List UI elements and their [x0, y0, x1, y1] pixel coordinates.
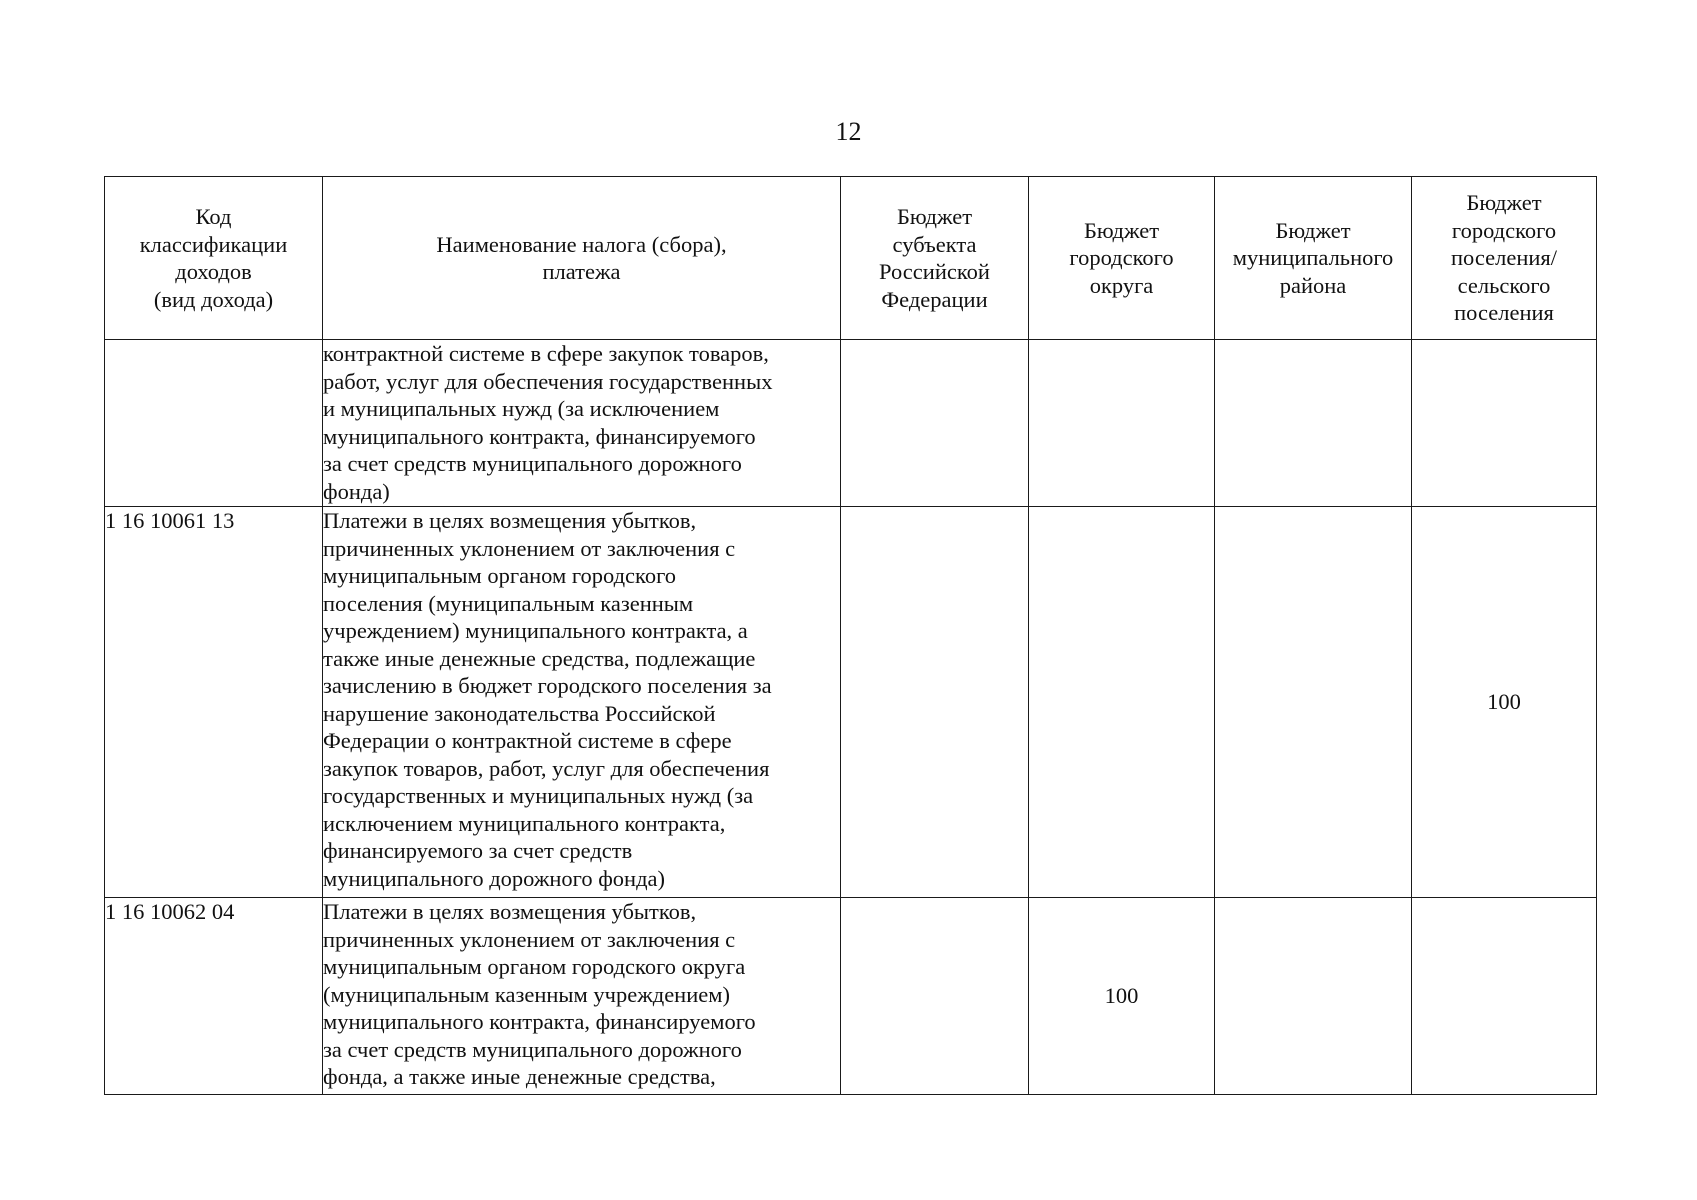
header-city-line: городского	[1069, 245, 1174, 271]
header-settlement-budget	[1412, 177, 1597, 340]
header-settlement-line: сельского	[1457, 272, 1551, 298]
header-settlement-line: Бюджет	[1466, 190, 1542, 216]
settlement-budget-cell	[1412, 898, 1597, 1095]
name-line: муниципальным органом городского	[323, 563, 676, 588]
name-line: муниципального дорожного фонда)	[323, 865, 666, 891]
name-line: фонда)	[323, 478, 390, 504]
header-settlement-line: городского	[1451, 217, 1557, 243]
name-line: работ, услуг для обеспечения государственных	[323, 368, 773, 394]
name-line: (муниципальным казенным учреждением)	[323, 981, 730, 1007]
header-subject-line: Российской	[879, 259, 990, 284]
name-line: Платежи в целях возмещения убытков,	[323, 508, 697, 533]
name-line: муниципальным органом городского округа	[323, 954, 746, 979]
header-code-line: Код	[195, 204, 232, 229]
name-line: Федерации о контрактной системе в сфере	[323, 728, 732, 753]
name-line: исключением муниципального контракта,	[323, 810, 726, 836]
settlement-budget-cell: 100	[1412, 507, 1597, 898]
name-cell	[323, 898, 841, 1095]
table-row	[105, 507, 1597, 898]
header-city-line: Бюджет	[1083, 217, 1160, 243]
header-city-line: округа	[1089, 272, 1154, 298]
revenue-classification-table	[104, 176, 1597, 1095]
page-number: 12	[835, 117, 862, 146]
header-code	[105, 177, 323, 340]
city-district-budget-cell	[1029, 340, 1215, 507]
name-line: государственных и муниципальных нужд (за	[323, 783, 754, 808]
header-municipal-line: муниципального	[1232, 245, 1394, 271]
name-line: за счет средств муниципального дорожного	[323, 451, 742, 476]
header-name	[323, 177, 841, 340]
header-municipal-line: района	[1279, 272, 1347, 298]
name-line: фонда, а также иные денежные средства,	[323, 1064, 716, 1089]
header-subject-line: Бюджет	[896, 204, 973, 229]
city-district-budget-cell: 100	[1029, 898, 1215, 1095]
name-line: финансируемого за счет средств	[323, 838, 633, 863]
header-subject-budget	[841, 177, 1029, 340]
table-row	[105, 340, 1597, 507]
code-cell: 1 16 10062 04	[105, 898, 323, 1095]
name-line: и муниципальных нужд (за исключением	[323, 396, 720, 421]
name-line: поселения (муниципальным казенным	[323, 590, 694, 616]
municipal-district-budget-cell	[1215, 898, 1412, 1095]
header-subject-line: Федерации	[881, 286, 988, 312]
code-cell: 1 16 10061 13	[105, 507, 323, 898]
name-line: также иные денежные средства, подлежащие	[323, 645, 756, 671]
name-cell	[323, 340, 841, 507]
table-row	[105, 898, 1597, 1095]
city-district-budget-cell	[1029, 507, 1215, 898]
header-settlement-line: поселения	[1454, 300, 1554, 326]
name-line: нарушение законодательства Российской	[323, 700, 716, 726]
name-line: муниципального контракта, финансируемого	[323, 423, 756, 449]
municipal-district-budget-cell	[1215, 340, 1412, 507]
municipal-district-budget-cell	[1215, 507, 1412, 898]
name-line: Платежи в целях возмещения убытков,	[323, 899, 697, 924]
header-code-line: классификации	[139, 231, 288, 257]
header-code-line: доходов	[175, 259, 252, 284]
subject-budget-cell	[841, 898, 1029, 1095]
header-name-line: платежа	[542, 259, 621, 284]
name-line: закупок товаров, работ, услуг для обеспечения	[323, 755, 770, 781]
name-line: зачислению в бюджет городского поселения за	[323, 673, 772, 698]
name-line: учреждением) муниципального контракта, а	[323, 618, 748, 643]
header-subject-line: субъекта	[892, 231, 977, 257]
subject-budget-cell	[841, 340, 1029, 507]
header-name-line: Наименование налога (сбора),	[436, 231, 727, 257]
header-settlement-line: поселения/	[1451, 245, 1557, 271]
name-line: причиненных уклонением от заключения с	[323, 926, 736, 952]
table-header-row	[105, 177, 1597, 340]
header-municipal-line: Бюджет	[1275, 217, 1351, 243]
name-line: муниципального контракта, финансируемого	[323, 1009, 756, 1034]
header-city-district-budget	[1029, 177, 1215, 340]
code-cell	[105, 340, 323, 507]
name-line: причиненных уклонением от заключения с	[323, 535, 736, 561]
header-municipal-district-budget	[1215, 177, 1412, 340]
settlement-budget-cell	[1412, 340, 1597, 507]
header-code-line: (вид дохода)	[153, 286, 274, 312]
subject-budget-cell	[841, 507, 1029, 898]
name-line: контрактной системе в сфере закупок товаров,	[323, 341, 769, 366]
name-line: за счет средств муниципального дорожного	[323, 1036, 742, 1062]
name-cell	[323, 507, 841, 898]
